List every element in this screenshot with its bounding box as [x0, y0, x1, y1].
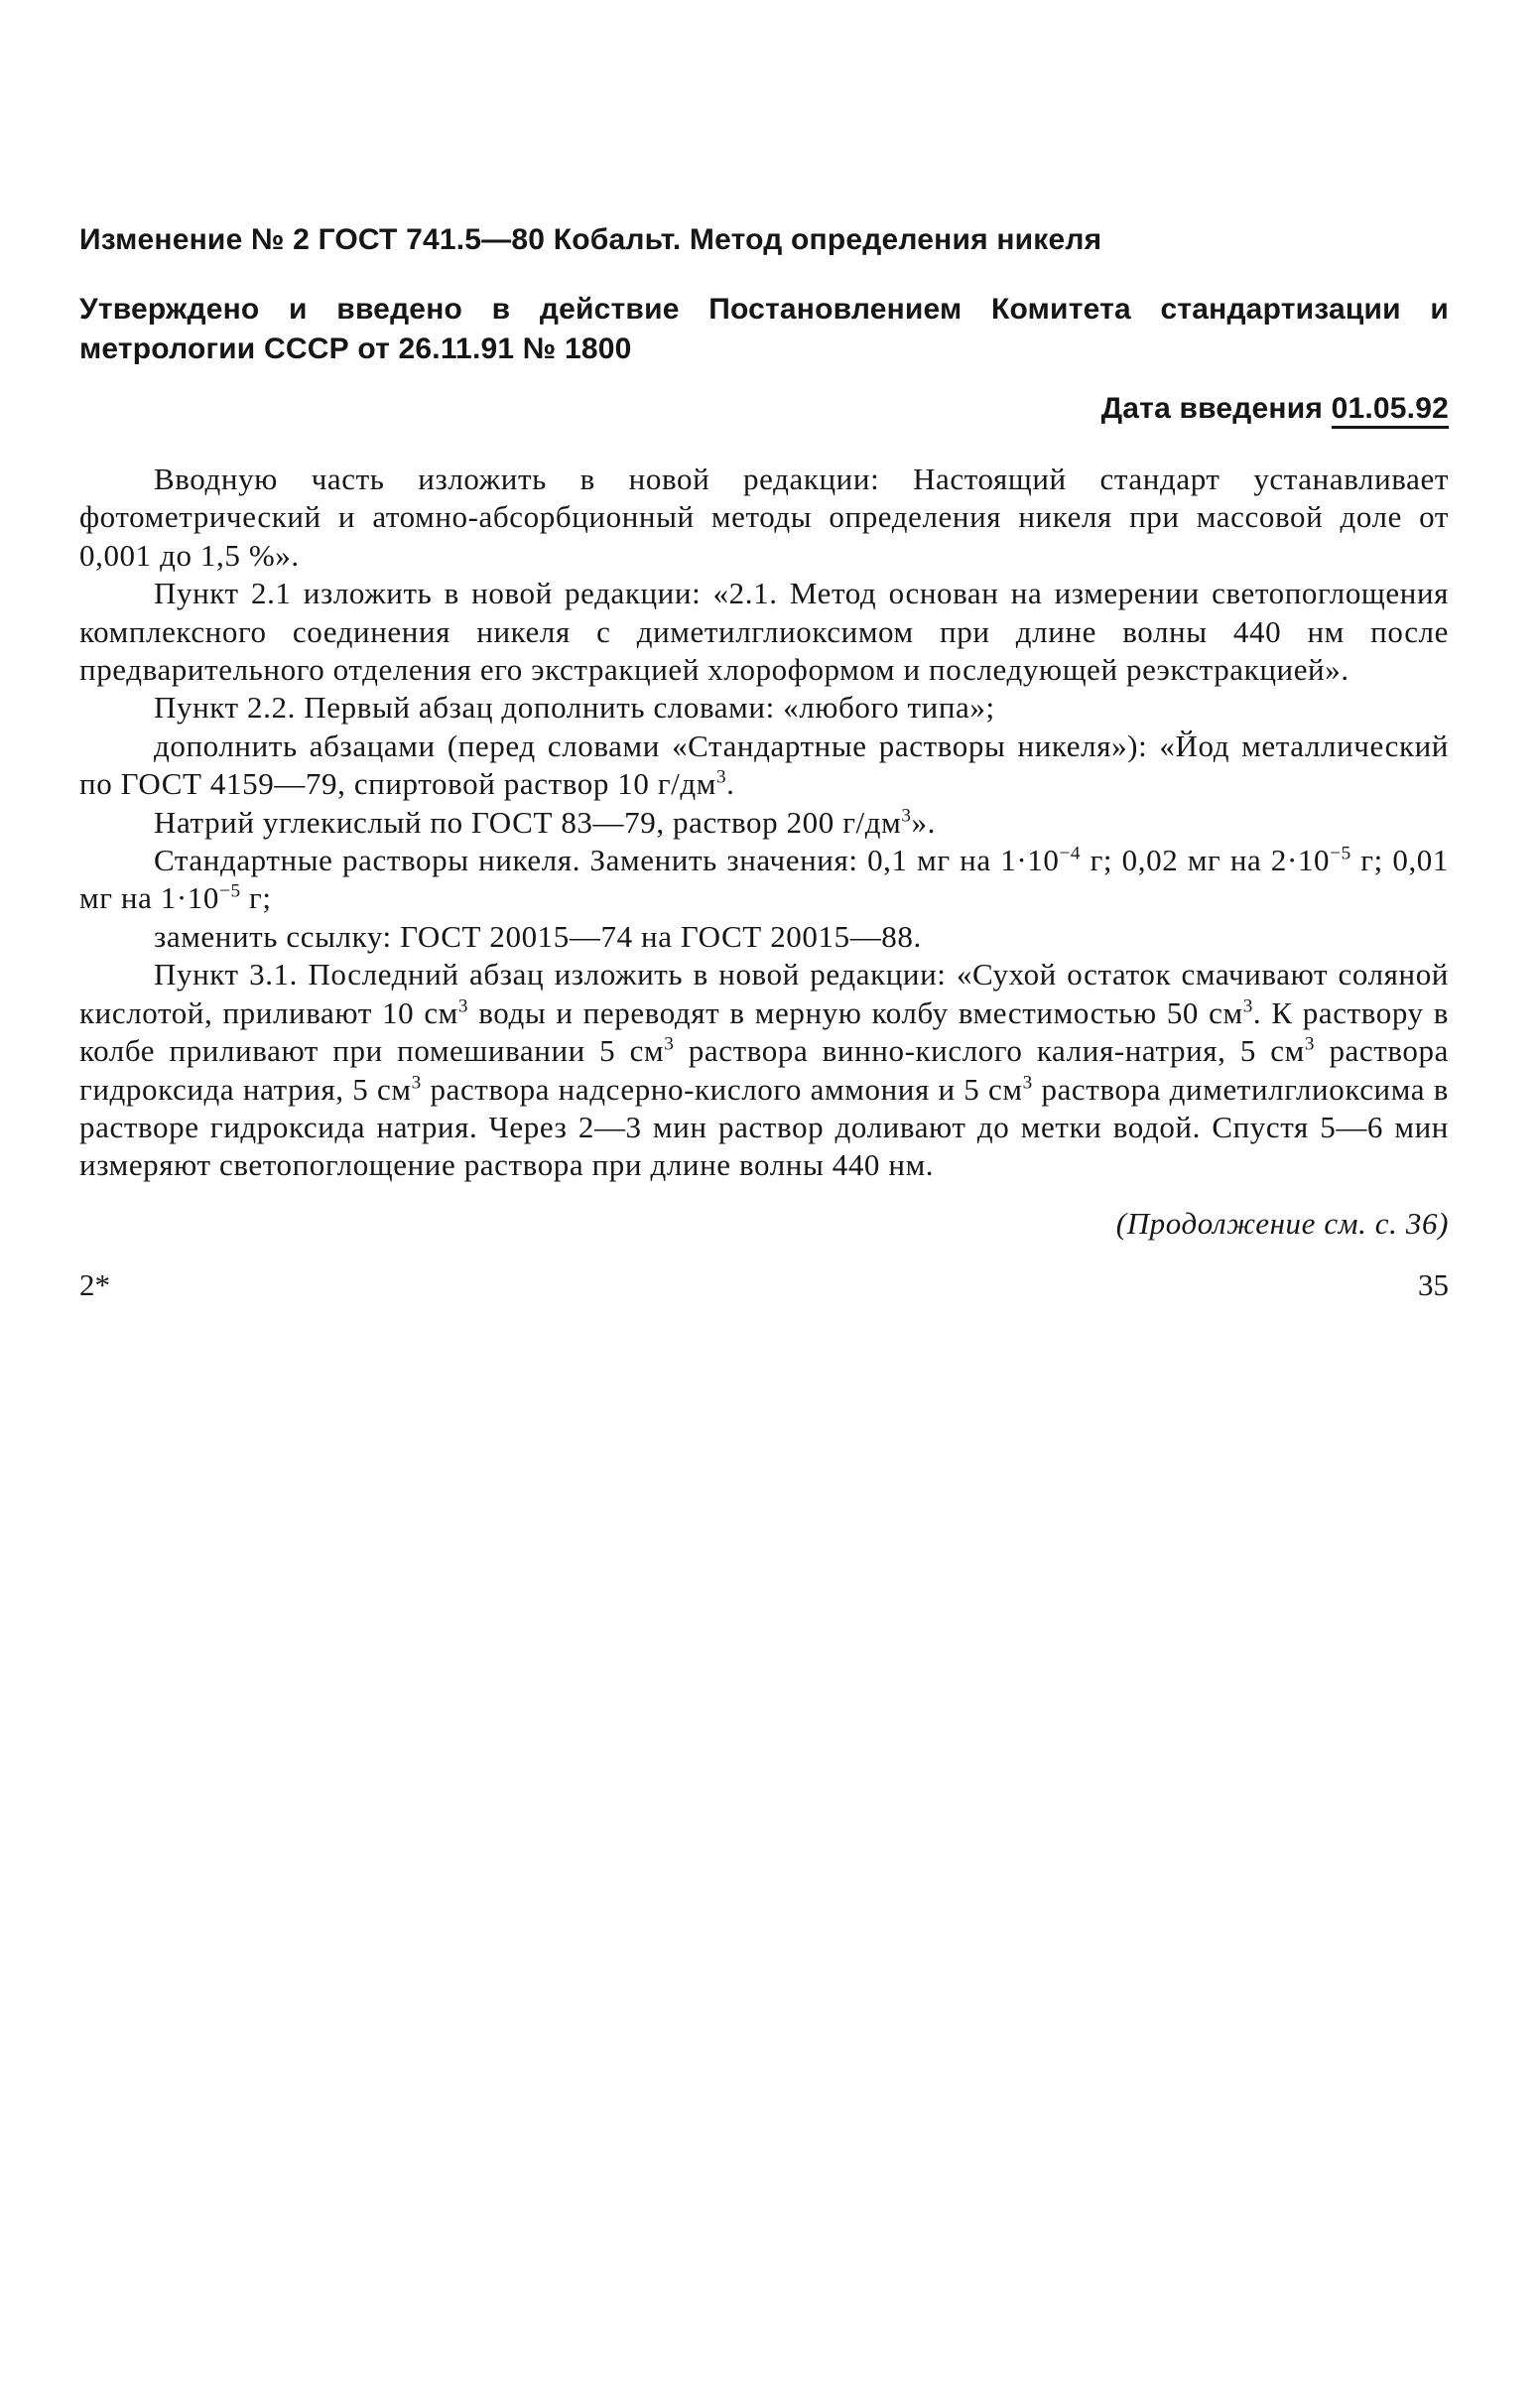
page-number: 35: [1418, 1267, 1449, 1302]
approval-statement: Утверждено и введено в действие Постановлением Комитета стандартизации и метрологии СССР от 26.11.91 № 1800: [79, 293, 1449, 365]
paragraph-intro: Вводную часть изложить в новой редакции: Настоящий стандарт устанавливает фотометрический и атомно-абсорбционный методы определения никеля при массовой доле от 0,001 до 1,5 %».: [79, 462, 1449, 573]
text-segment: раствора диметилглиоксима в растворе гидроксида натрия. Через 2—3 мин раствор доливают до метки водой. Спустя 5—6 мин измеряют светопоглощение раствора при длине волны 440 нм.: [79, 1071, 1449, 1183]
text-segment: ».: [911, 804, 936, 840]
paragraph-item-2-2: Пункт 2.2. Первый абзац дополнить словами: «любого типа»;: [154, 690, 995, 726]
text-segment: раствора гидроксида натрия, 5 см: [79, 1033, 1449, 1107]
superscript: 3: [1304, 1033, 1316, 1055]
superscript: 3: [715, 766, 727, 788]
effective-date-value: 01.05.92: [1332, 392, 1449, 429]
text-segment: дополнить абзацами (перед словами «Стандартные растворы никеля»): «Йод металлический по ГОСТ 4159—79, спиртовой раствор 10 г/дм: [79, 728, 1449, 802]
text-segment: . К раствору в колбе приливают при помешивании 5 см: [79, 994, 1450, 1069]
document-page: [79, 220, 1449, 1243]
text-segment: раствора винно-кислого калия-натрия, 5 см: [674, 1033, 1305, 1069]
text-segment: г; 0,01 мг на 1·10: [79, 843, 1449, 916]
paragraph-add-iodine: [79, 728, 1449, 804]
amendment-body: [79, 461, 1449, 1185]
text-segment: Стандартные растворы никеля. Заменить значения: 0,1 мг на 1·10: [154, 843, 1060, 878]
superscript: −4: [1059, 843, 1082, 864]
text-segment: г;: [240, 880, 272, 916]
effective-date-label: Дата введения: [1100, 392, 1324, 425]
superscript: 3: [457, 995, 469, 1017]
continuation-note: (Продолжение см. с. 36): [1115, 1205, 1449, 1241]
paragraph-standard-solutions: [79, 842, 1449, 918]
paragraph-replace-reference: заменить ссылку: ГОСТ 20015—74 на ГОСТ 20015—88.: [154, 918, 922, 954]
text-segment: .: [726, 766, 735, 802]
amendment-title: Изменение № 2 ГОСТ 741.5—80 Кобальт. Метод определения никеля: [79, 223, 1102, 256]
paragraph-item-3-1: [79, 956, 1449, 1184]
paragraph-item-2-1: Пункт 2.1 изложить в новой редакции: «2.1. Метод основан на измерении светопоглощения комплексного соединения никеля с диметилглиоксимом при длине волны 440 нм после предварительного отделения его экстракцией хлороформом и последующей реэкстракцией».: [79, 576, 1449, 688]
text-segment: воды и переводят в мерную колбу вместимостью 50 см: [468, 994, 1243, 1030]
superscript: 3: [1022, 1071, 1033, 1093]
text-segment: Пункт 3.1. Последний абзац изложить в новой редакции: «Сухой остаток смачивают соляной кислотой, приливают 10 см: [79, 957, 1449, 1030]
superscript: 3: [901, 805, 912, 827]
paragraph-sodium-carbonate: [79, 804, 1449, 842]
text-segment: г; 0,02 мг на 2·10: [1081, 843, 1331, 878]
superscript: −5: [219, 880, 241, 902]
superscript: 3: [664, 1033, 675, 1055]
superscript: 3: [411, 1071, 422, 1093]
signature-mark: 2*: [79, 1267, 110, 1302]
text-segment: Натрий углекислый по ГОСТ 83—79, раствор 200 г/дм: [154, 804, 902, 840]
effective-date-line: [79, 389, 1449, 429]
superscript: −5: [1330, 843, 1351, 864]
text-segment: раствора надсерно-кислого аммония и 5 см: [421, 1071, 1023, 1107]
superscript: 3: [1242, 995, 1253, 1017]
